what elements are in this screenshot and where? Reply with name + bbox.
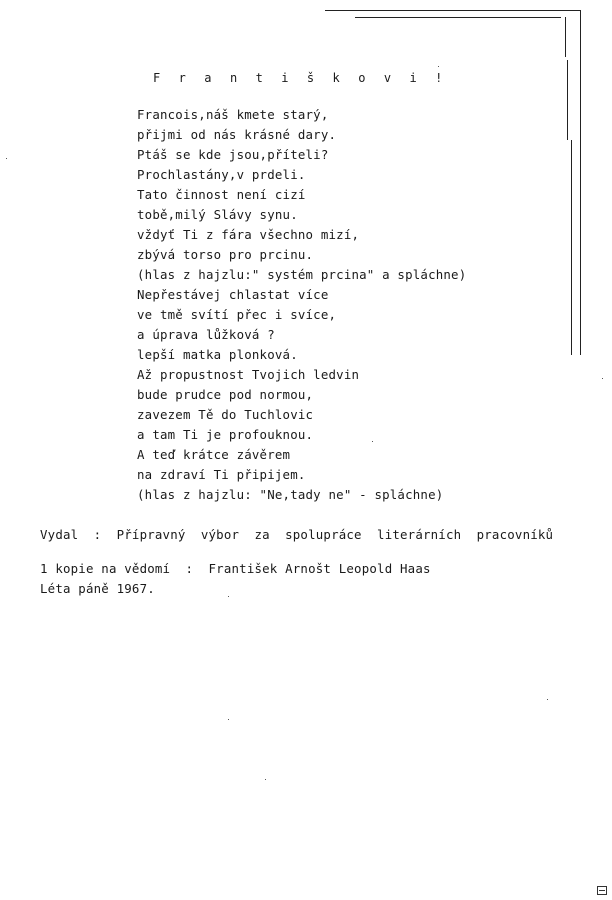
poem-line: Tato činnost není cizí <box>137 187 306 202</box>
poem-line: Prochlastány,v prdeli. <box>137 167 306 182</box>
poem-line: Až propustnost Tvojich ledvin <box>137 367 360 382</box>
poem-line: zavezem Tě do Tuchlovic <box>137 407 314 422</box>
poem-line: vždyť Ti z fára všechno mizí, <box>137 227 360 242</box>
scan-speck <box>228 596 229 597</box>
right-rule-outer <box>580 10 581 355</box>
poem-line: Ptáš se kde jsou,příteli? <box>137 147 329 162</box>
poem-line: zbývá torso pro prcinu. <box>137 247 314 262</box>
scan-speck <box>228 719 229 720</box>
poem-line: Francois,náš kmete starý, <box>137 107 329 122</box>
poem-line: (hlas z hajzlu:" systém prcina" a spláchne) <box>137 267 467 282</box>
right-rule-inner-2 <box>567 60 568 140</box>
poem-line: lepší matka plonková. <box>137 347 298 362</box>
right-rule-inner-3 <box>571 140 572 355</box>
poem-line: na zdraví Ti připijem. <box>137 467 306 482</box>
poem-line: a úprava lůžková ? <box>137 327 275 342</box>
poem-line: (hlas z hajzlu: "Ne,tady ne" - spláchne) <box>137 487 444 502</box>
poem-body <box>137 105 466 505</box>
scan-speck <box>6 158 7 159</box>
poem-line: ve tmě svítí přec i svíce, <box>137 307 337 322</box>
poem-line: tobě,milý Slávy synu. <box>137 207 298 222</box>
right-rule-inner <box>565 17 566 57</box>
publisher-line: Vydal : Přípravný výbor za spolupráce literárních pracovníků <box>40 527 554 542</box>
minimize-icon[interactable] <box>597 886 607 895</box>
scan-speck <box>602 378 603 379</box>
scan-speck <box>547 699 548 700</box>
scan-speck <box>372 441 373 442</box>
scan-speck <box>265 779 266 780</box>
poem-line: přijmi od nás krásné dary. <box>137 127 337 142</box>
poem-line: a tam Ti je profouknou. <box>137 427 314 442</box>
copy-line: 1 kopie na vědomí : František Arnošt Leopold Haas <box>40 561 431 576</box>
top-rule-lower <box>355 17 561 18</box>
poem-line: bude prudce pod normou, <box>137 387 314 402</box>
date-line: Léta páně 1967. <box>40 581 155 596</box>
poem-title: F r a n t i š k o v i ! <box>153 71 448 85</box>
poem-line: A teď krátce závěrem <box>137 447 291 462</box>
scan-speck <box>438 66 439 67</box>
top-rule-upper <box>325 10 580 11</box>
poem-line: Nepřestávej chlastat více <box>137 287 329 302</box>
